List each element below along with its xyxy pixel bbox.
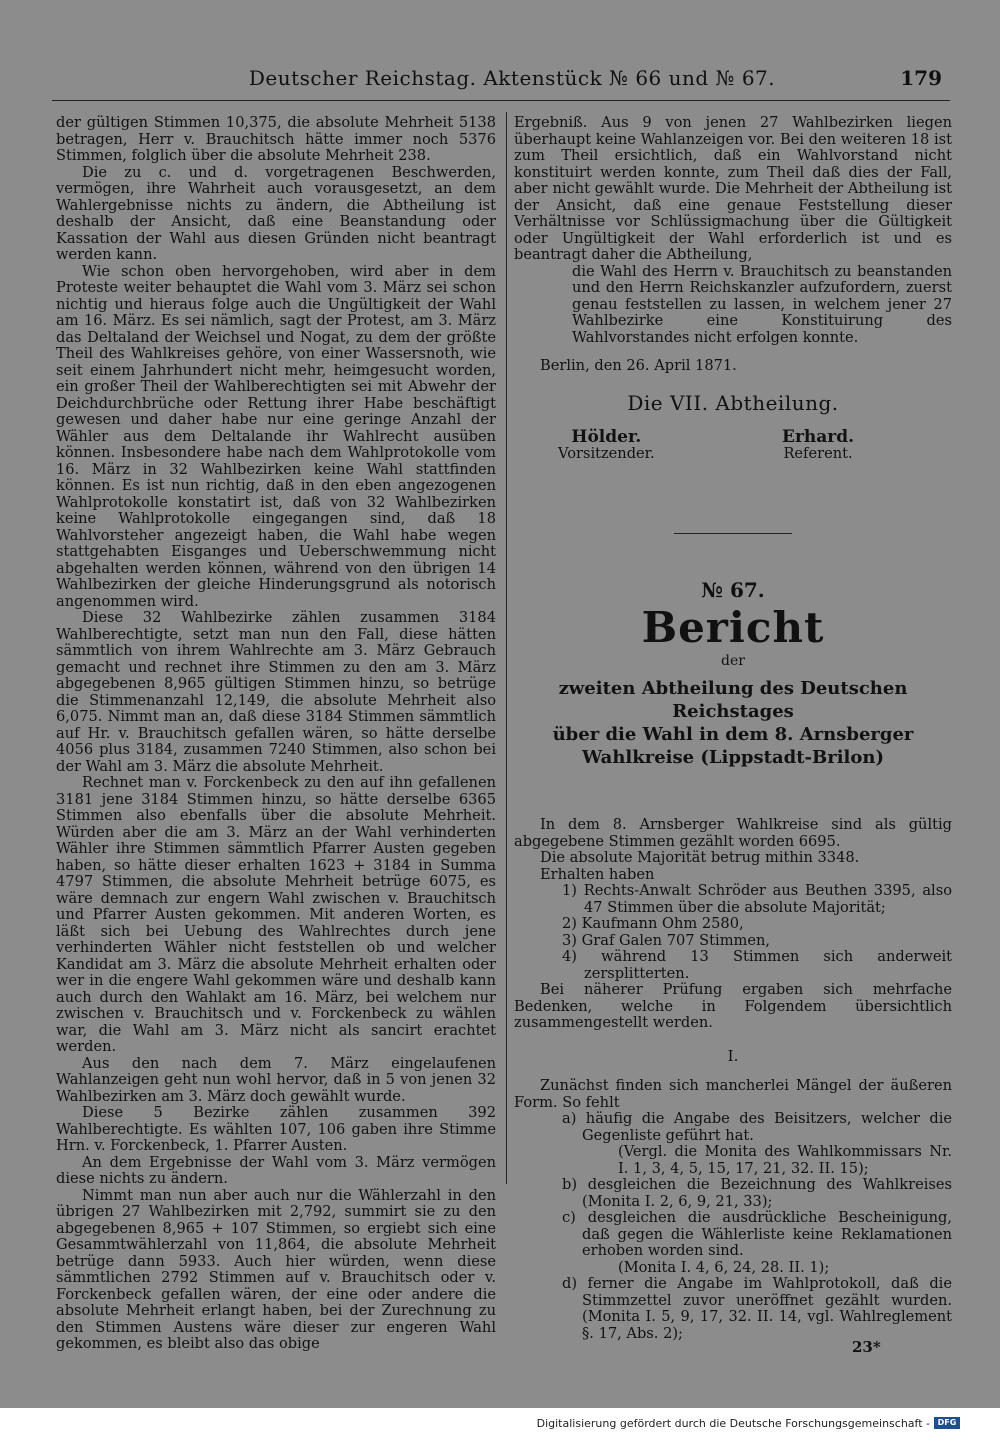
- motion-text: die Wahl des Herrn v. Brauchitsch zu beanstanden und den Herrn Reichskanzler aufzufordern, zuerst genau feststellen zu lassen, in welchem jener 27 Wahlbezirke eine Konstituirung des Wahlvorstandes nicht erfolgen konnte.: [572, 262, 952, 346]
- digitization-credit: [537, 1416, 960, 1430]
- paragraph: Diese 5 Bezirke zählen zusammen 392 Wahlberechtigte. Es wählten 107, 106 gaben ihre Stimme Hrn. v. Forckenbeck, 1. Pfarrer Austen.: [56, 1104, 496, 1154]
- date-line: Berlin, den 26. April 1871.: [540, 357, 737, 374]
- paragraph: Nimmt man nun aber auch nur die Wählerzahl in den übrigen 27 Wahlbezirken mit 2,792, summirt sie zu den abgegebenen 8,965 + 107 Stimmen, so ergiebt sich eine Gesammtwählerzahl von 11,864, die absolute Mehrheit betrüge dann 5933. Auch hier würden, wenn diese sämmtlichen 2792 Stimmen auf v. Brauchitsch oder v. Forckenbeck gefallen wären, der eine oder andere die absolute Mehrheit erlangt haben, bei der Zurechnung zu den Stimmen Austens wäre dieser zur engeren Wahl gekommen, es bleibt also das obige: [56, 1186, 496, 1352]
- document-number: № 67.: [701, 578, 765, 602]
- paragraph: An dem Ergebnisse der Wahl vom 3. März vermögen diese nichts zu ändern.: [56, 1153, 496, 1187]
- left-column: [56, 115, 496, 1353]
- paragraph: Zunächst finden sich mancherlei Mängel der äußeren Form. So fehlt: [514, 1077, 952, 1111]
- committee-heading: Die VII. Abtheilung.: [627, 390, 839, 415]
- paragraph: Die zu c. und d. vorgetragenen Beschwerden, vermögen, ihre Wahrheit auch vorausgesetzt, an dem Wahlergebnisse nichts zu ändern, die Abtheilung ist deshalb der Ansicht, daß eine Beanstandung oder Kassation der Wahl aus diesen Gründen nicht beantragt werden kann.: [56, 163, 496, 263]
- separator-rule: [674, 533, 792, 534]
- defect-item: d) ferner die Angabe im Wahlprotokoll, daß die Stimmzettel zuvor uneröffnet gezählt wurden. (Monita I. 5, 9, 17, 32. II. 14, vgl. Wahlreglement §. 17, Abs. 2);: [562, 1275, 952, 1342]
- dfg-logo-icon: DFG: [934, 1417, 960, 1429]
- report-title: Bericht: [641, 602, 825, 652]
- section-heading: I.: [727, 1046, 739, 1065]
- paragraph: Rechnet man v. Forckenbeck zu den auf ihn gefallenen 3181 jene 3184 Stimmen hinzu, so hätte derselbe 6365 Stimmen also ebenfalls über die absolute Mehrheit. Würden aber die am 3. März an der Wahl verhinderten Wähler ihre Stimmen sämmtlich Pfarrer Austen gegeben haben, so hätte dieser erhalten 1623 + 3184 in Summa 4797 Stimmen, die absolute Mehrheit betrüge 6075, es wäre demnach zur engern Wahl zwischen v. Brauchitsch und Pfarrer Austen gekommen. Mit anderen Worten, es läßt sich bei Uebung des Wahlrechtes durch jene verhinderten Wähler nicht feststellen ob und welcher Kandidat am 3. März die absolute Mehrheit erhalten oder wer in die engere Wahl gekommen wäre und deshalb kann auch durch den Wahlakt am 16. März, bei welchem nur zwischen v. Brauchitsch und v. Forckenbeck zu wählen war, die Wahl am 3. März nicht als sancirt erachtet werden.: [56, 774, 496, 1055]
- paragraph: Erhalten haben: [540, 865, 655, 883]
- signature-rapporteur: [782, 429, 854, 462]
- running-title: Deutscher Reichstag. Aktenstück № 66 und № 67.: [248, 66, 776, 90]
- paragraph: Die absolute Majorität betrug mithin 3348.: [540, 849, 860, 866]
- signature-block: [514, 429, 952, 481]
- signature-role: Vorsitzender.: [558, 444, 655, 462]
- page-number: 179: [900, 66, 942, 90]
- paragraph: In dem 8. Arnsberger Wahlkreise sind als gültig abgegebene Stimmen gezählt worden 6695.: [514, 816, 952, 850]
- signature-chair: [558, 429, 655, 462]
- subtitle-line: zweiten Abtheilung des Deutschen Reichstages: [558, 678, 908, 722]
- subtitle-line: über die Wahl in dem 8. Arnsberger: [552, 724, 914, 745]
- sheet-signature-mark: 23*: [852, 1338, 881, 1356]
- result-item: 2) Kaufmann Ohm 2580,: [562, 915, 744, 932]
- signature-name: Erhard.: [782, 427, 855, 447]
- paragraph: Ergebniß. Aus 9 von jenen 27 Wahlbezirken liegen überhaupt keine Wahlanzeigen vor. Bei den weiteren 18 ist zum Theil ersichtlich, daß ein Wahlvorstand nicht konstituirt werden konnte, zum Theil daß dies der Fall, aber nicht gewählt wurde. Die Mehrheit der Abtheilung ist der Ansicht, daß eine genaue Feststellung dieser Verhältnisse vor Schlüssigmachung über die Gültigkeit oder Ungültigkeit der Wahl erforderlich ist und es beantragt daher die Abtheilung,: [514, 114, 952, 263]
- paragraph: Bei näherer Prüfung ergaben sich mehrfache Bedenken, welche in Folgendem übersichtlich zusammengestellt werden.: [514, 981, 952, 1031]
- defect-reference: (Vergl. die Monita des Wahlkommissars Nr. I. 1, 3, 4, 5, 15, 17, 21, 32. II. 15);: [618, 1143, 952, 1177]
- column-rule: [506, 112, 507, 1184]
- paragraph: der gültigen Stimmen 10,375, die absolute Mehrheit 5138 betragen, Herr v. Brauchitsch hätte immer noch 5376 Stimmen, folglich über die absolute Mehrheit 238.: [56, 114, 496, 164]
- credit-text: Digitalisierung gefördert durch die Deutsche Forschungsgemeinschaft -: [536, 1416, 930, 1430]
- defect-item: c) desgleichen die ausdrückliche Bescheinigung, daß gegen die Wählerliste keine Reklamationen erhoben worden sind.: [562, 1209, 952, 1259]
- running-header: [52, 62, 952, 96]
- defect-reference: (Monita I. 4, 6, 24, 28. II. 1);: [618, 1258, 830, 1276]
- result-item: 3) Graf Galen 707 Stimmen,: [562, 931, 771, 949]
- report-subtitle: [514, 677, 952, 769]
- paragraph: Diese 32 Wahlbezirke zählen zusammen 3184 Wahlberechtigte, setzt man nun den Fall, diese hätten sämmtlich von ihrem Wahlrechte am 3. März Gebrauch gemacht und rechnet ihre Stimmen zu den am 3. März abgegebenen 8,965 gültigen Stimmen hinzu, so betrüge die Stimmenanzahl 12,149, die absolute Mehrheit also 6,075. Nimmt man an, daß diese 3184 Stimmen sämmtlich auf Hr. v. Brauchitsch gefallen wären, so hätte derselbe 4056 plus 3184, zusammen 7240 Stimmen, also schon bei der Wahl am 3. März die absolute Mehrheit.: [56, 609, 496, 775]
- result-item: 1) Rechts-Anwalt Schröder aus Beuthen 3395, also 47 Stimmen über die absolute Majorität;: [562, 882, 952, 916]
- defect-item: b) desgleichen die Bezeichnung des Wahlkreises (Monita I. 2, 6, 9, 21, 33);: [562, 1176, 952, 1210]
- signature-name: Hölder.: [571, 427, 642, 447]
- result-item: 4) während 13 Stimmen sich anderweit zersplitterten.: [562, 948, 952, 982]
- signature-role: Referent.: [783, 444, 853, 462]
- defect-item: a) häufig die Angabe des Beisitzers, welcher die Gegenliste geführt hat.: [562, 1110, 952, 1144]
- header-rule: [52, 100, 950, 101]
- report-title-connector: der: [721, 652, 745, 669]
- paragraph: Wie schon oben hervorgehoben, wird aber in dem Proteste weiter behauptet die Wahl vom 3. März sei schon nichtig und hieraus folge auch die Ungültigkeit der Wahl am 16. März. Es sei nämlich, sagt der Protest, am 3. März das Deltaland der Weichsel und Nogat, zu dem der größte Theil des Wahlkreises gehöre, von einer Wassersnoth, wie seit einem Jahrhundert nicht mehr, heimgesucht worden, ein großer Theil der Wahlberechtigten sei mit Abwehr der Deichdurchbrüche oder Rettung ihrer Habe beschäftigt gewesen und daher habe nur eine geringe Anzahl der Wähler aus dem Deltalande ihr Wahlrecht ausüben können. Insbesondere habe nach dem Wahlprotokolle vom 16. März in 32 Wahlbezirken keine Wahl stattfinden können. Es ist nun richtig, daß in den eben angezogenen Wahlprotokolle konstatirt ist, daß von 32 Wahlbezirken keine Wahlprotokolle eingegangen sind, daß 18 Wahlvorsteher angezeigt haben, die Wahl habe wegen stattgehabten Eisganges und Ueberschwemmung nicht abgehalten werden können, während von den übrigen 14 Wahlbezirken der gleiche Hinderungsgrund als notorisch angenommen wird.: [56, 262, 496, 610]
- right-column: [514, 115, 952, 1342]
- subtitle-line: Wahlkreise (Lippstadt-Brilon): [582, 747, 884, 768]
- paragraph: Aus den nach dem 7. März eingelaufenen Wahlanzeigen geht nun wohl hervor, daß in 5 von jenen 32 Wahlbezirken am 3. März doch gewählt wurde.: [56, 1054, 496, 1105]
